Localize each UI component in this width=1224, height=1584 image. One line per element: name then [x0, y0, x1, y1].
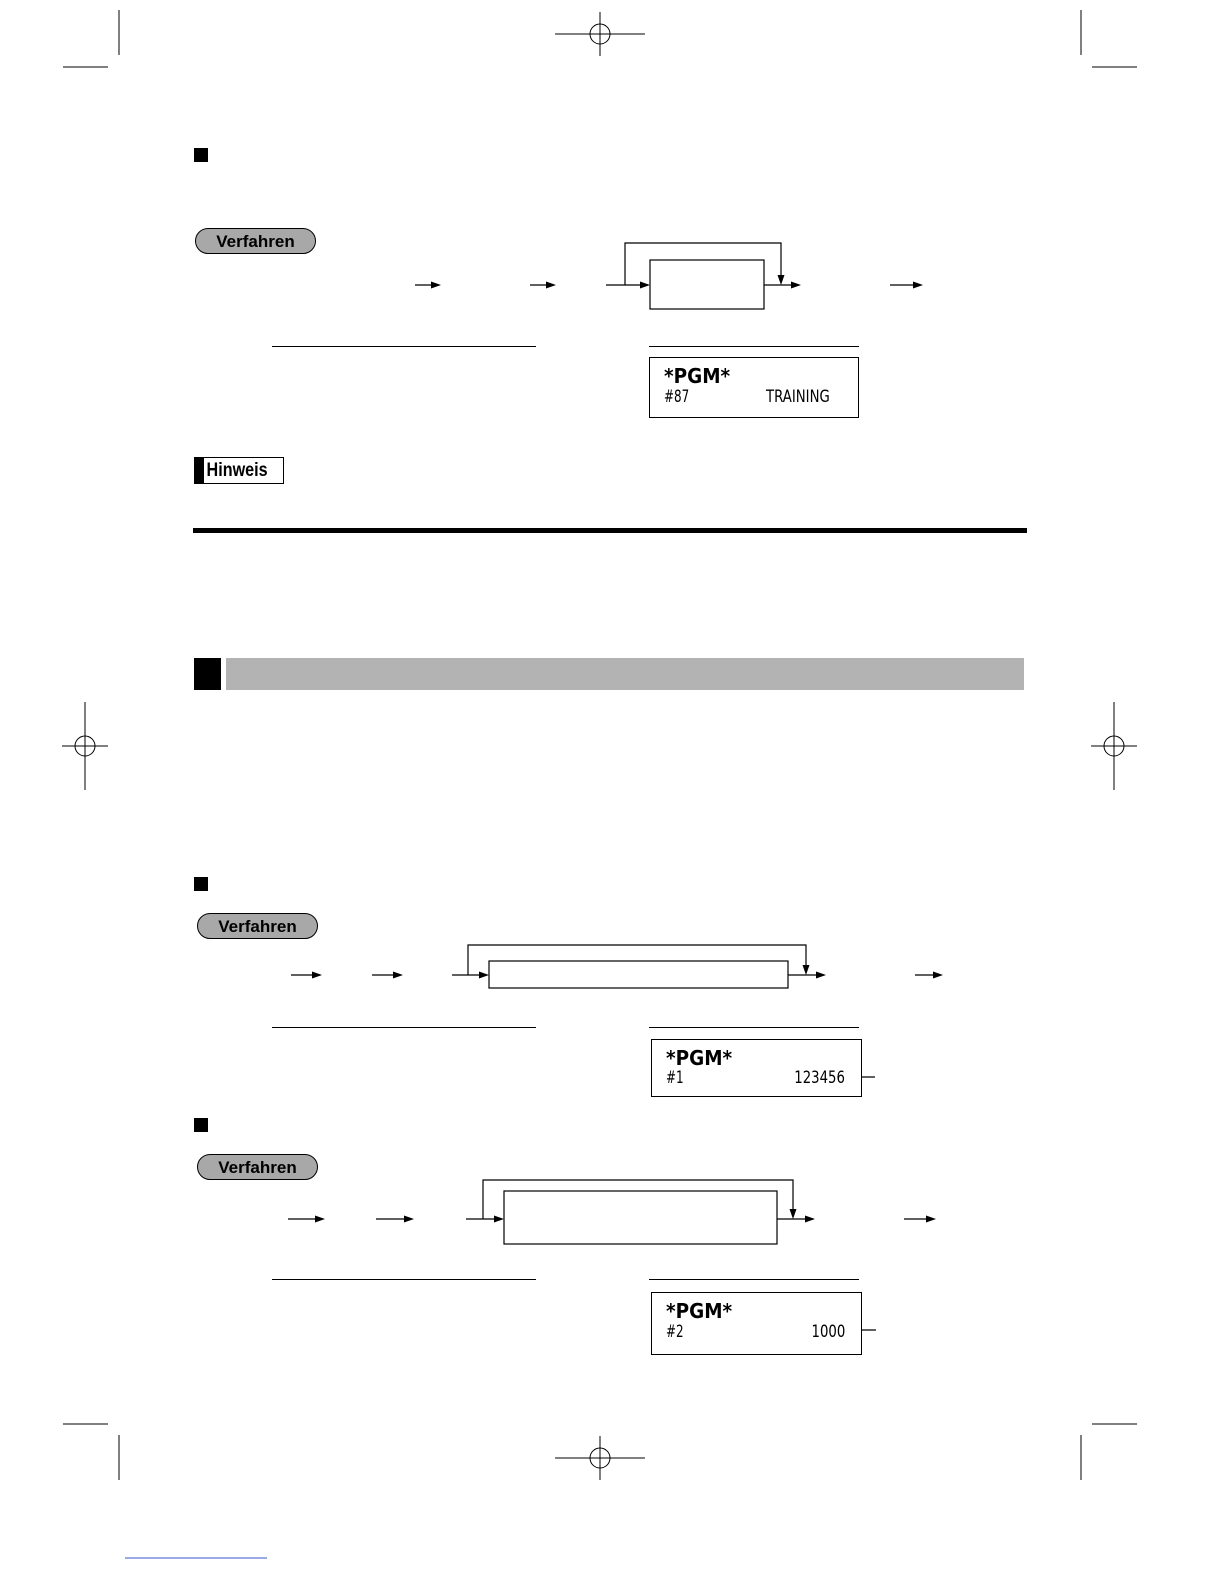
note-label [194, 457, 284, 484]
display-title: *PGM* [664, 364, 731, 388]
procedure-label-3: Verfahren [197, 1154, 318, 1180]
section-bullet-3 [194, 1118, 208, 1132]
flow-arrows-1 [431, 275, 923, 289]
flow-box-2 [489, 961, 788, 988]
flow-diagram-1 [415, 243, 917, 309]
flow-arrows-2 [312, 965, 943, 979]
flow-arrows-3 [315, 1209, 936, 1223]
display-line-left: #2 [666, 1322, 684, 1342]
display-title: *PGM* [666, 1299, 733, 1323]
note-bar [195, 458, 204, 483]
key-operation-underline-2 [272, 1027, 536, 1028]
key-operation-underline-1 [272, 346, 536, 347]
section-bullet-2 [194, 877, 208, 891]
flow-box-3 [504, 1191, 777, 1244]
printout-display-3 [651, 1292, 862, 1355]
display-line-right: 1000 [811, 1322, 845, 1342]
section-header-bar [226, 658, 1024, 690]
printout-display-1 [649, 357, 859, 418]
display-line-left: #87 [664, 387, 690, 407]
loop-line-3 [483, 1180, 793, 1219]
display-title: *PGM* [666, 1046, 733, 1070]
section-bullet-1 [194, 148, 208, 162]
print-underline-3 [649, 1279, 859, 1280]
loop-line-1 [625, 243, 781, 285]
loop-line-2 [468, 945, 806, 975]
display-line-right: TRAINING [766, 387, 830, 407]
display-line-left: #1 [666, 1068, 684, 1088]
section-header-bullet [194, 658, 221, 690]
note-text: Hinweis [206, 460, 268, 481]
print-underline-2 [649, 1027, 859, 1028]
print-underline-1 [649, 346, 859, 347]
key-operation-underline-3 [272, 1279, 536, 1280]
procedure-label-2: Verfahren [197, 913, 318, 939]
procedure-label-1: Verfahren [195, 228, 316, 254]
section-divider [193, 528, 1027, 533]
flow-box-1 [650, 260, 764, 309]
display-line-right: 123456 [794, 1068, 845, 1088]
printout-display-2 [651, 1039, 862, 1097]
